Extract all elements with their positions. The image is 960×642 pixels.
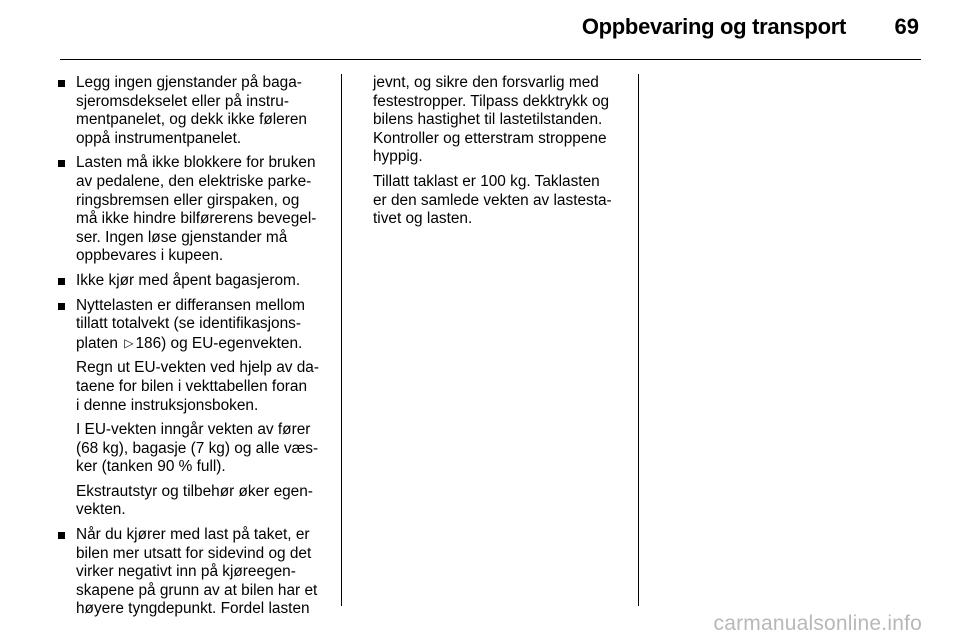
text-line: taene for bilen i vekttabellen foran <box>76 377 308 395</box>
watermark: carmanualsonline.info <box>713 612 922 635</box>
text-line: Regn ut EU-vekten ved hjelp av da- <box>76 359 319 377</box>
text-line: høyere tyngdepunkt. Fordel lasten <box>76 600 310 618</box>
text-line: skapene på grunn av at bilen har et <box>76 581 318 599</box>
text-line: mentpanelet, og dekk ikke føleren <box>76 111 307 129</box>
list-item <box>56 74 333 148</box>
list-item <box>56 154 333 266</box>
list-item <box>56 272 333 291</box>
text-line: vekten. <box>76 501 126 519</box>
text-line: Ikke kjør med åpent bagasjerom. <box>76 271 301 289</box>
bullet-square-icon <box>58 278 65 285</box>
text-line: sjeromsdekselet eller på instru- <box>76 92 289 110</box>
bullet-square-icon <box>58 532 65 539</box>
text-line: festestropper. Tilpass dekktrykk og <box>373 92 610 110</box>
text-line: jevnt, og sikre den forsvarlig med <box>373 74 599 91</box>
text-line: i denne instruksjonsboken. <box>76 396 259 414</box>
page-header <box>0 0 960 62</box>
page-title: Oppbevaring og transport <box>581 14 846 39</box>
text-line: Legg ingen gjenstander på baga- <box>76 74 302 91</box>
text-line: er den samlede vekten av lastesta- <box>373 191 612 209</box>
text-line: virker negativt inn på kjøreegen- <box>76 563 296 581</box>
page-reference-link[interactable]: 186) og EU-egenvekten. <box>135 334 303 352</box>
text-line <box>76 334 333 354</box>
text-line: hyppig. <box>373 148 423 166</box>
text-line: Nyttelasten er differansen mellom <box>76 296 305 314</box>
header-divider <box>60 59 921 60</box>
bullet-square-icon <box>58 80 65 87</box>
list-item <box>56 526 333 619</box>
text-line: (68 kg), bagasje (7 kg) og alle væs- <box>76 439 319 457</box>
text-line: bilens hastighet til lastetilstanden. <box>373 111 603 129</box>
column-divider-left <box>341 74 342 606</box>
middle-column <box>373 74 631 235</box>
paragraph <box>373 74 631 167</box>
left-column <box>56 74 333 625</box>
text-line: tillatt totalvekt (se identifikasjons- <box>76 315 301 333</box>
text-line: Tillatt taklast er 100 kg. Taklasten <box>373 172 600 190</box>
text-line: oppbevares i kupeen. <box>76 247 224 265</box>
sub-paragraph <box>56 483 333 520</box>
text-line: av pedalene, den elektriske parke- <box>76 172 312 190</box>
text-line: ringsbremsen eller girspaken, og <box>76 191 300 209</box>
page-number: 69 <box>894 14 919 39</box>
text-line: Ekstrautstyr og tilbehør øker egen- <box>76 482 313 500</box>
text-line: tivet og lasten. <box>373 210 473 228</box>
paragraph <box>373 173 631 229</box>
bullet-square-icon <box>58 160 65 167</box>
text-line: Lasten må ikke blokkere for bruken <box>76 154 316 172</box>
sub-paragraph <box>56 421 333 477</box>
text-line: oppå instrumentpanelet. <box>76 129 242 147</box>
text-fragment: platen <box>76 334 118 352</box>
text-line: ser. Ingen løse gjenstander må <box>76 228 288 246</box>
text-line: Når du kjører med last på taket, er <box>76 526 310 544</box>
text-line: Kontroller og etterstram stroppene <box>373 129 607 147</box>
text-line: bilen mer utsatt for sidevind og det <box>76 544 312 562</box>
text-line: må ikke hindre bilførerens bevegel- <box>76 210 317 228</box>
sub-paragraph <box>56 359 333 415</box>
page-reference-arrow-icon: ▷ <box>124 335 134 350</box>
bullet-square-icon <box>58 303 65 310</box>
column-divider-right <box>638 74 639 606</box>
text-line: ker (tanken 90 % full). <box>76 458 226 476</box>
list-item <box>56 297 333 354</box>
text-line: I EU-vekten inngår vekten av fører <box>76 421 311 439</box>
